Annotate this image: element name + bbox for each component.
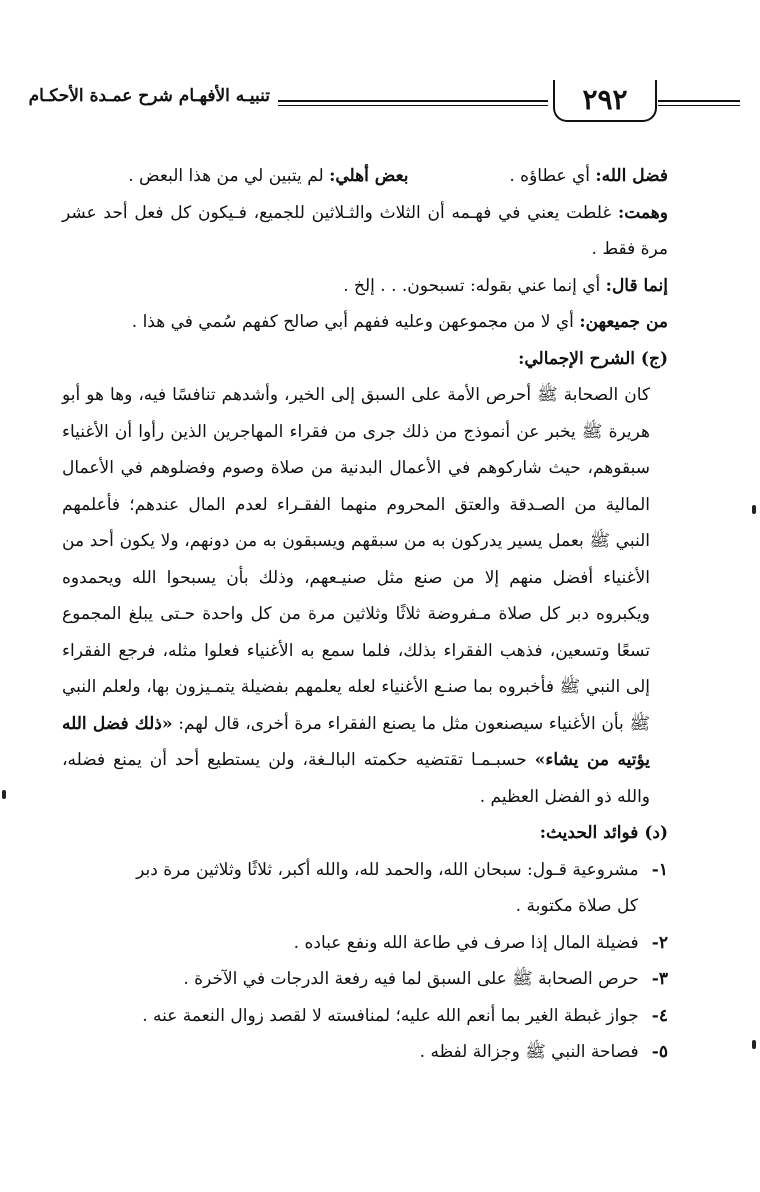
item-number: ١- [651,859,668,880]
benefits-list [62,852,668,1071]
list-item-continuation: كل صلاة مكتوبة . [515,896,638,916]
item-text: مشروعية قـول: سبحان الله، والحمد لله، والله أكبر، ثلاثًا وثلاثين مرة دبر [136,859,639,880]
running-title: تنبيـه الأفهـام شرح عمـدة الأحكـام [28,86,270,106]
item-number: ٤- [651,1005,668,1026]
vocab-line-1 [62,158,668,195]
vocab-def: لم يتبين لي من هذا البعض . [128,166,324,186]
item-text: جواز غبطة الغير بما أنعم الله عليه؛ لمنافسته لا لقصد زوال النعمة عنه . [142,1005,639,1026]
vocab-line-wahamt [62,195,668,268]
section-c-body: كان الصحابة ﷺ أحرص الأمة على السبق إلى الخير، وأشدهم تنافسًا فيه، وها هو أبو هريرة ﷺ يخبر عن أنموذج من ذلك جرى من فقراء المهاجرين الذين رأوا أن الأغنياء سبقوهم، حيث شاركوهم في الأعمال البدنية من صلاة وصوم وفضلوهم في الأعمال المالية من الصـدقة والعتق المحروم منهما الفقـراء لعدم المال عندهم؛ فأعلمهم النبي ﷺ بعمل يسير يدركون به من سبقهم ويسبقون به من دونهم، ولا يكون أحد من الأغنياء أفضل منهم إلا من صنع مثل صنيـعهم، وذلك بأن يسبحوا الله ويحمدوه ويكبروه دبر كل صلاة مـفروضة ثلاثًا وثلاثين مرة من كل واحدة حـتى يبلغ المجموع تسعًا وتسعين، فذهب الفقراء بذلك، فلما سمع به الأغنياء فعلوا مثله، فرجع الفقراء إلى النبي ﷺ فأخبروه بما صنـع الأغنياء لعله يعلمهم بفضيلة يتمـيزون بها، ولعلم النبي ﷺ بأن الأغنياء سيصنعون مثل ما يصنع الفقراء مرة أخرى، قال لهم: [62,385,651,734]
item-number: ٣- [651,969,668,989]
vocab-term: وهمت: [618,202,668,223]
list-item [62,1034,668,1071]
section-c-paragraph [62,377,668,815]
section-c-heading: (ج) الشرح الإجمالي: [518,348,668,369]
list-item [62,852,668,889]
vocab-term: إنما قال: [605,275,668,296]
header-rule-right-thin [658,105,740,106]
list-item [62,998,668,1035]
vocab-def: أي لا من مجموعهن وعليه ففهم أبي صالح كفهم سُمي في هذا . [131,312,574,332]
vocab-term: فضل الله: [595,166,668,186]
header-rule-right [658,100,740,102]
vocab-term: من جميعهن: [579,312,668,332]
list-item [62,961,668,998]
item-text: فصاحة النبي ﷺ وجزالة لفظه . [419,1042,639,1062]
scan-mark [752,1040,756,1049]
header-rule-left-thin [278,105,548,106]
page-header [20,78,740,128]
quran-quote: «ذلك فضل الله يؤتيه من يشاء» [62,713,651,770]
header-rule-left [278,100,548,102]
vocab-def: أي عطاؤه . [509,166,590,186]
item-text: حرص الصحابة ﷺ على السبق لما فيه رفعة الدرجات في الآخرة . [183,969,639,989]
vocab-def: أي إنما عني بقوله: تسبحون. . . إلخ . [343,275,601,296]
list-item [62,925,668,962]
vocab-def: غلطت يعني في فهـمه أن الثلاث والثـلاثين للجميع، فـيكون كل فعل أحد عشر مرة فقط . [62,202,668,259]
vocab-line-jamiihinna [62,304,668,341]
item-number: ٥- [651,1042,668,1062]
section-c-end: حسبـمـا تقتضيه حكمته البالـغة، ولن يستطيع أحد أن يمنع فضله، والله ذو الفضل العظيم . [62,750,650,807]
item-number: ٢- [651,932,668,953]
section-d-heading: (د) فوائد الحديث: [539,823,668,843]
vocab-term: بعض أهلي: [329,166,409,186]
scan-mark [752,505,756,514]
page-number: ٢٩٢ [553,80,657,122]
page-content [62,158,668,1071]
scan-mark [2,790,6,799]
item-text: فضيلة المال إذا صرف في طاعة الله ونفع عباده . [293,932,639,953]
vocab-line-innama [62,268,668,305]
